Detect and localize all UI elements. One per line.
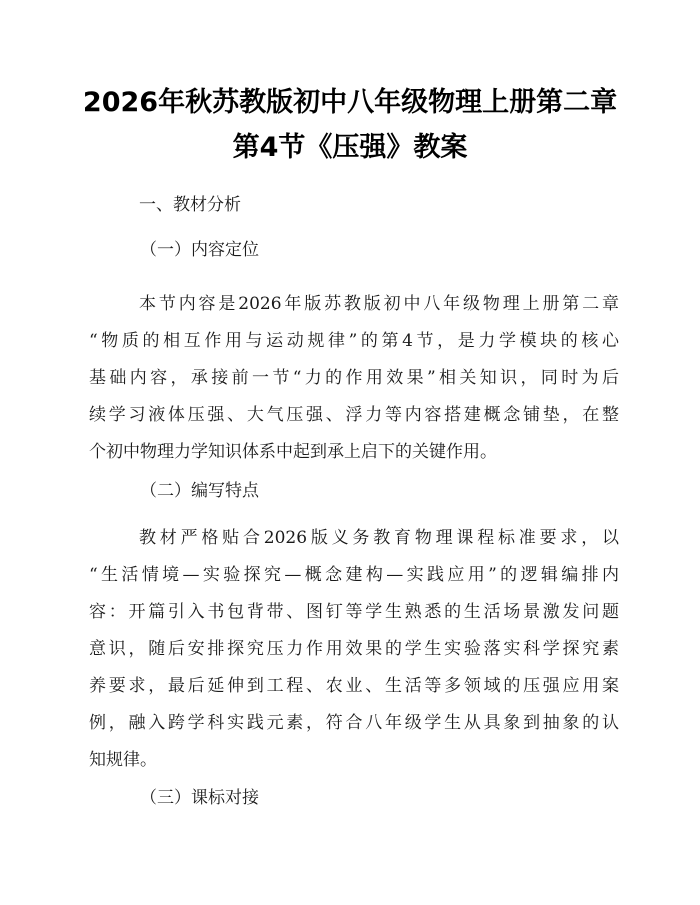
paragraph-line: 个初中物理力学知识体系中起到承上启下的关键作用。	[89, 442, 497, 462]
paragraph-line: 容：开篇引入书包背带、图钉等学生熟悉的生活场景激发问题	[89, 602, 619, 622]
paragraph-line: 意识，随后安排探究压力作用效果的学生实验落实科学探究素	[89, 639, 619, 659]
paragraph-line: 养要求，最后延伸到工程、农业、生活等多领域的压强应用案	[89, 676, 619, 696]
subsection-heading-curriculum-alignment: （三）课标对接	[140, 788, 259, 808]
paragraph-line: 续学习液体压强、大气压强、浮力等内容搭建概念铺垫，在整	[89, 405, 619, 425]
subsection-heading-writing-features: （二）编写特点	[140, 481, 259, 501]
section-heading-teaching-material-analysis: 一、教材分析	[139, 195, 241, 215]
document-title-line-1: 2026年秋苏教版初中八年级物理上册第二章	[82, 87, 618, 118]
paragraph-line: 教材严格贴合2026版义务教育物理课程标准要求，以	[139, 528, 619, 548]
paragraph-line: “生活情境—实验探究—概念建构—实践应用”的逻辑编排内	[89, 565, 619, 585]
paragraph-line: “物质的相互作用与运动规律”的第4节，是力学模块的核心	[89, 331, 619, 351]
paragraph-line: 知规律。	[89, 750, 157, 770]
subsection-heading-content-positioning: （一）内容定位	[140, 240, 259, 260]
document-title-line-2: 第4节《压强》教案	[232, 132, 468, 163]
paragraph-line: 基础内容，承接前一节“力的作用效果”相关知识，同时为后	[89, 368, 619, 388]
paragraph-line: 例，融入跨学科实践元素，符合八年级学生从具象到抽象的认	[89, 713, 619, 733]
paragraph-writing-features	[89, 520, 619, 779]
paragraph-line: 本节内容是2026年版苏教版初中八年级物理上册第二章	[139, 294, 619, 314]
paragraph-content-positioning	[89, 286, 619, 471]
